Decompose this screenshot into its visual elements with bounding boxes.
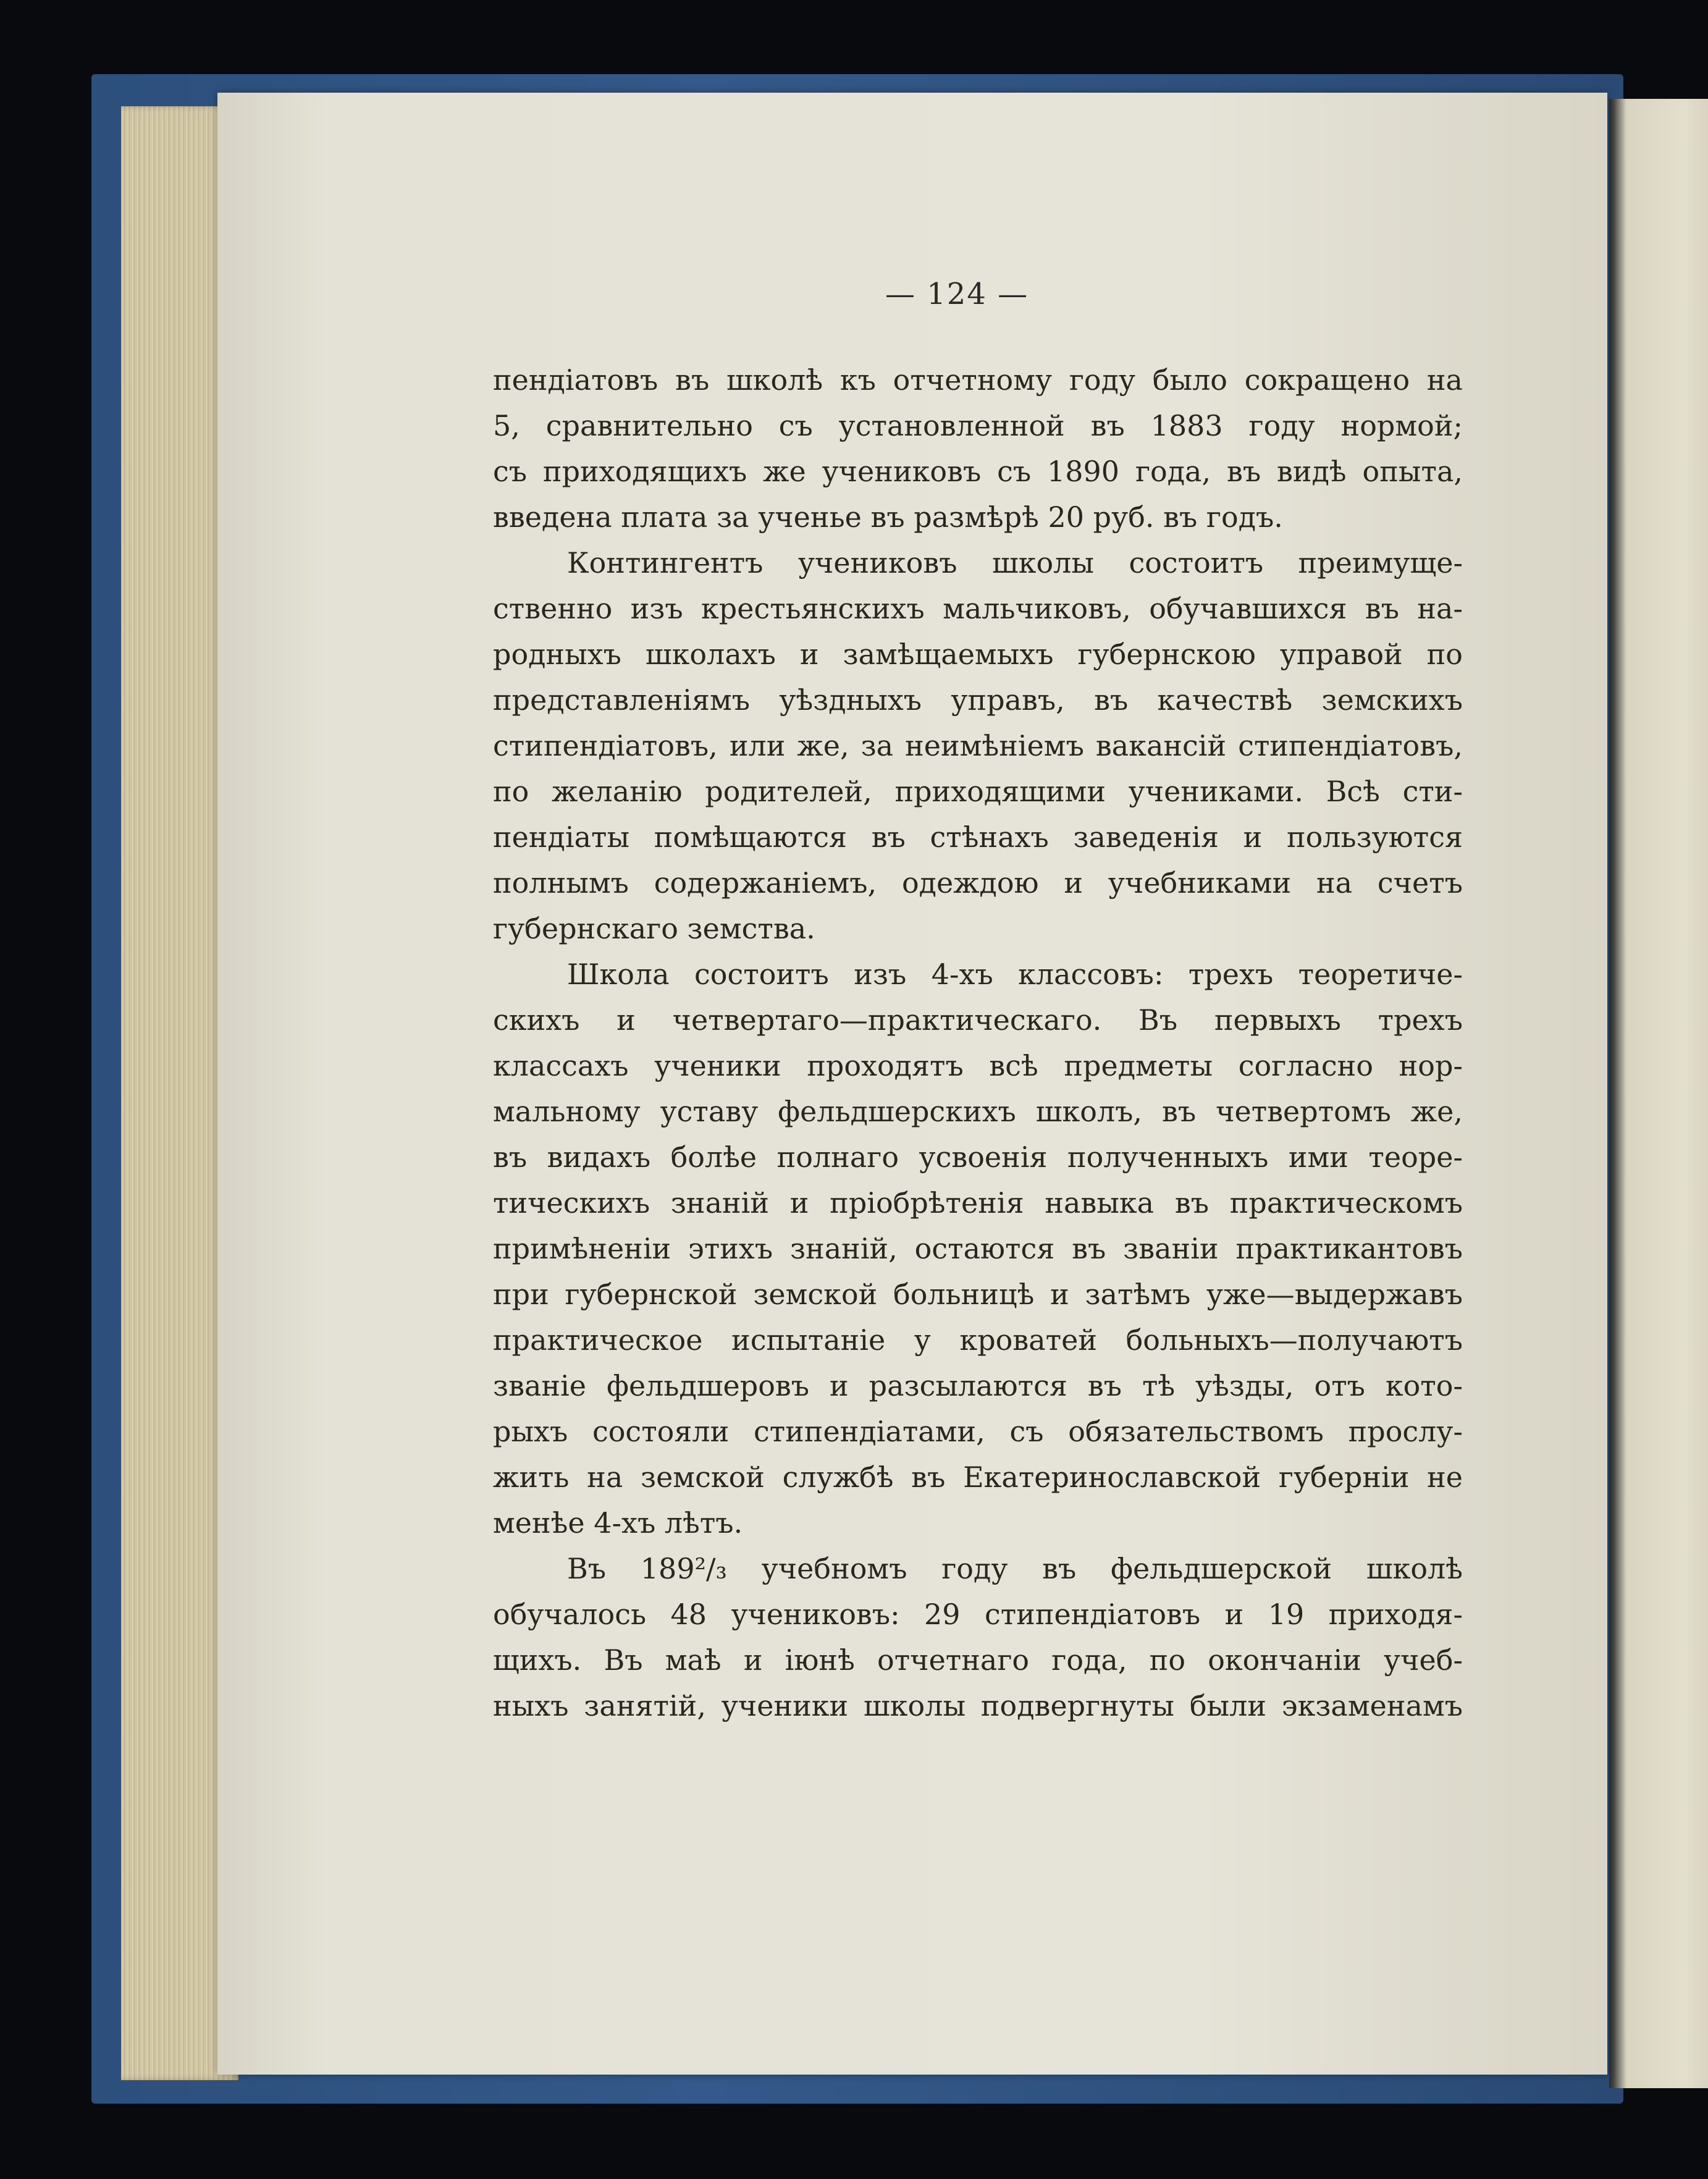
text-line: Школа состоитъ изъ 4-хъ классовъ: трехъ теоретиче- [567, 958, 1463, 991]
text-line: при губернской земской больницѣ и затѣмъ уже—выдержавъ [493, 1278, 1463, 1311]
text-line: жить на земской службѣ въ Екатеринославской губерніи не [493, 1460, 1463, 1494]
text-line: практическое испытаніе у кроватей больныхъ—получаютъ [493, 1323, 1463, 1357]
text-line: введена плата за ученье въ размѣрѣ 20 руб. въ годъ. [493, 500, 1283, 534]
paragraph [493, 951, 1463, 1546]
text-line: губернскаго земства. [493, 912, 815, 945]
text-line: рыхъ состояли стипендіатами, съ обязательствомъ прослу- [493, 1415, 1463, 1448]
text-line: менѣе 4-хъ лѣтъ. [493, 1506, 743, 1540]
paragraph [493, 357, 1463, 540]
text-line: полнымъ содержаніемъ, одеждою и учебниками на счетъ [493, 866, 1463, 900]
text-line: родныхъ школахъ и замѣщаемыхъ губернскою управой по [493, 638, 1463, 671]
text-line: ныхъ занятій, ученики школы подвергнуты были экзаменамъ [493, 1689, 1463, 1722]
text-line: Въ 189²/₃ учебномъ году въ фельдшерской школѣ [567, 1552, 1463, 1585]
text-line: пендіаты помѣщаются въ стѣнахъ заведенія и пользуются [493, 820, 1463, 854]
text-line: ственно изъ крестьянскихъ мальчиковъ, обучавшихся въ на- [493, 592, 1463, 625]
text-line: 5, сравнительно съ установленной въ 1883 году нормой; [493, 409, 1463, 442]
text-line: по желанію родителей, приходящими учениками. Всѣ сти- [493, 775, 1463, 808]
paragraph [493, 540, 1463, 951]
text-line: примѣненіи этихъ знаній, остаются въ званіи практикантовъ [493, 1232, 1463, 1265]
text-line: щихъ. Въ маѣ и іюнѣ отчетнаго года, по окончаніи учеб- [493, 1643, 1463, 1677]
text-line: мальному уставу фельдшерскихъ школъ, въ четвертомъ же, [493, 1095, 1463, 1128]
text-line: стипендіатовъ, или же, за неимѣніемъ вакансій стипендіатовъ, [493, 729, 1463, 762]
page-body-text [493, 357, 1463, 1729]
text-line: представленіямъ уѣздныхъ управъ, въ качествѣ земскихъ [493, 683, 1463, 717]
text-line: съ приходящихъ же учениковъ съ 1890 года, въ видѣ опыта, [493, 455, 1463, 488]
text-line: обучалось 48 учениковъ: 29 стипендіатовъ и 19 приходя- [493, 1598, 1463, 1631]
text-line: званіе фельдшеровъ и разсылаются въ тѣ уѣзды, отъ кото- [493, 1369, 1463, 1402]
paragraph [493, 1546, 1463, 1729]
text-line: пендіатовъ въ школѣ къ отчетному году было сокращено на [493, 363, 1463, 397]
text-line: скихъ и четвертаго—практическаго. Въ первыхъ трехъ [493, 1003, 1463, 1037]
facing-page [1609, 99, 1708, 2088]
text-line: классахъ ученики проходятъ всѣ предметы согласно нор- [493, 1049, 1463, 1082]
text-line: тическихъ знаній и пріобрѣтенія навыка въ практическомъ [493, 1186, 1463, 1220]
page-number: — 124 — [885, 277, 1029, 311]
text-line: въ видахъ болѣе полнаго усвоенія полученныхъ ими теоре- [493, 1140, 1463, 1174]
text-line: Контингентъ учениковъ школы состоитъ преимуще- [567, 546, 1463, 580]
